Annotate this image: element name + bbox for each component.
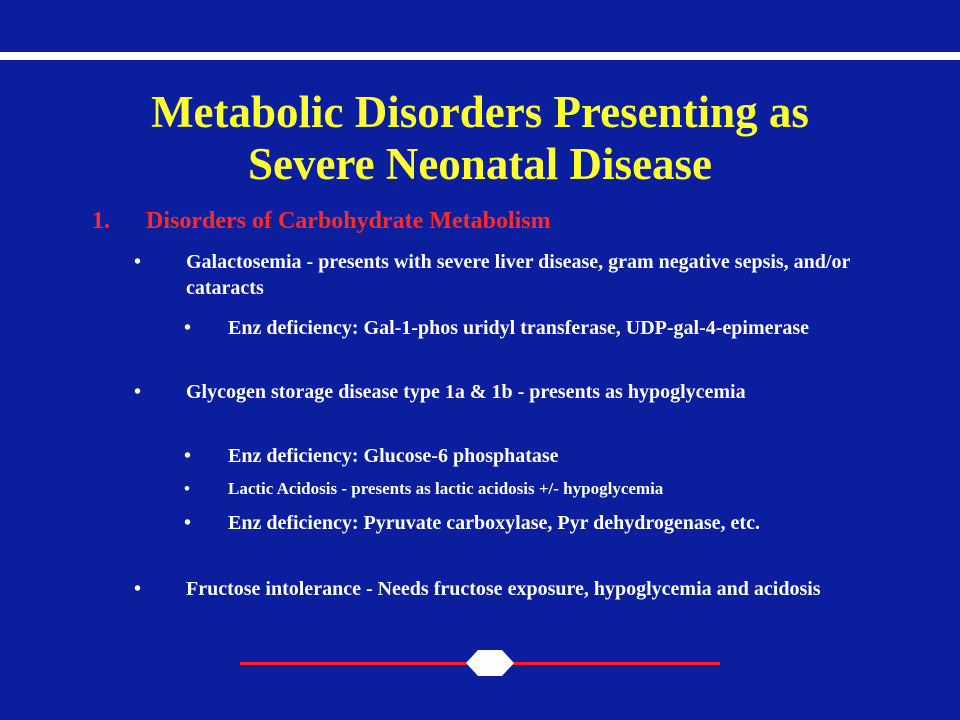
list-item-text: Galactosemia - presents with severe liver disease, gram negative sepsis, and/or cataracts (186, 251, 851, 299)
list-item-text: Glycogen storage disease type 1a & 1b - presents as hypoglycemia (186, 381, 746, 403)
slide-title (0, 86, 960, 190)
list-item-galactosemia (134, 249, 906, 301)
section-number: 1. (92, 208, 110, 234)
list-item-enzyme-galactosemia (184, 315, 908, 341)
list-item-text: Enz deficiency: Pyruvate carboxylase, Pyr dehydrogenase, etc. (228, 512, 760, 534)
list-item-fructose-intolerance (134, 576, 906, 602)
bullet-icon: • (184, 479, 190, 498)
list-item-glycogen-storage (134, 379, 906, 405)
list-item-enzyme-lactic (184, 510, 908, 536)
list-item-text: Enz deficiency: Gal-1-phos uridyl transferase, UDP-gal-4-epimerase (228, 317, 810, 339)
title-line-2: Severe Neonatal Disease (247, 139, 713, 189)
bullet-icon: • (184, 317, 192, 339)
top-divider-line (0, 52, 960, 60)
bullet-icon: • (134, 578, 142, 600)
list-item-lactic-acidosis (184, 476, 908, 502)
bullet-icon: • (134, 381, 142, 403)
list-item-text: Enz deficiency: Glucose-6 phosphatase (228, 445, 559, 467)
list-item-text: Lactic Acidosis - presents as lactic acidosis +/- hypoglycemia (228, 479, 664, 498)
section-heading (92, 206, 551, 236)
diamond-icon (466, 648, 514, 678)
bullet-icon: • (184, 445, 192, 467)
bullet-icon: • (184, 512, 192, 534)
title-line-1: Metabolic Disorders Presenting as (151, 87, 809, 137)
list-item-text: Fructose intolerance - Needs fructose exposure, hypoglycemia and acidosis (186, 578, 821, 600)
bullet-icon: • (134, 251, 142, 273)
section-heading-text: Disorders of Carbohydrate Metabolism (146, 208, 551, 234)
list-item-enzyme-glycogen (184, 443, 908, 469)
